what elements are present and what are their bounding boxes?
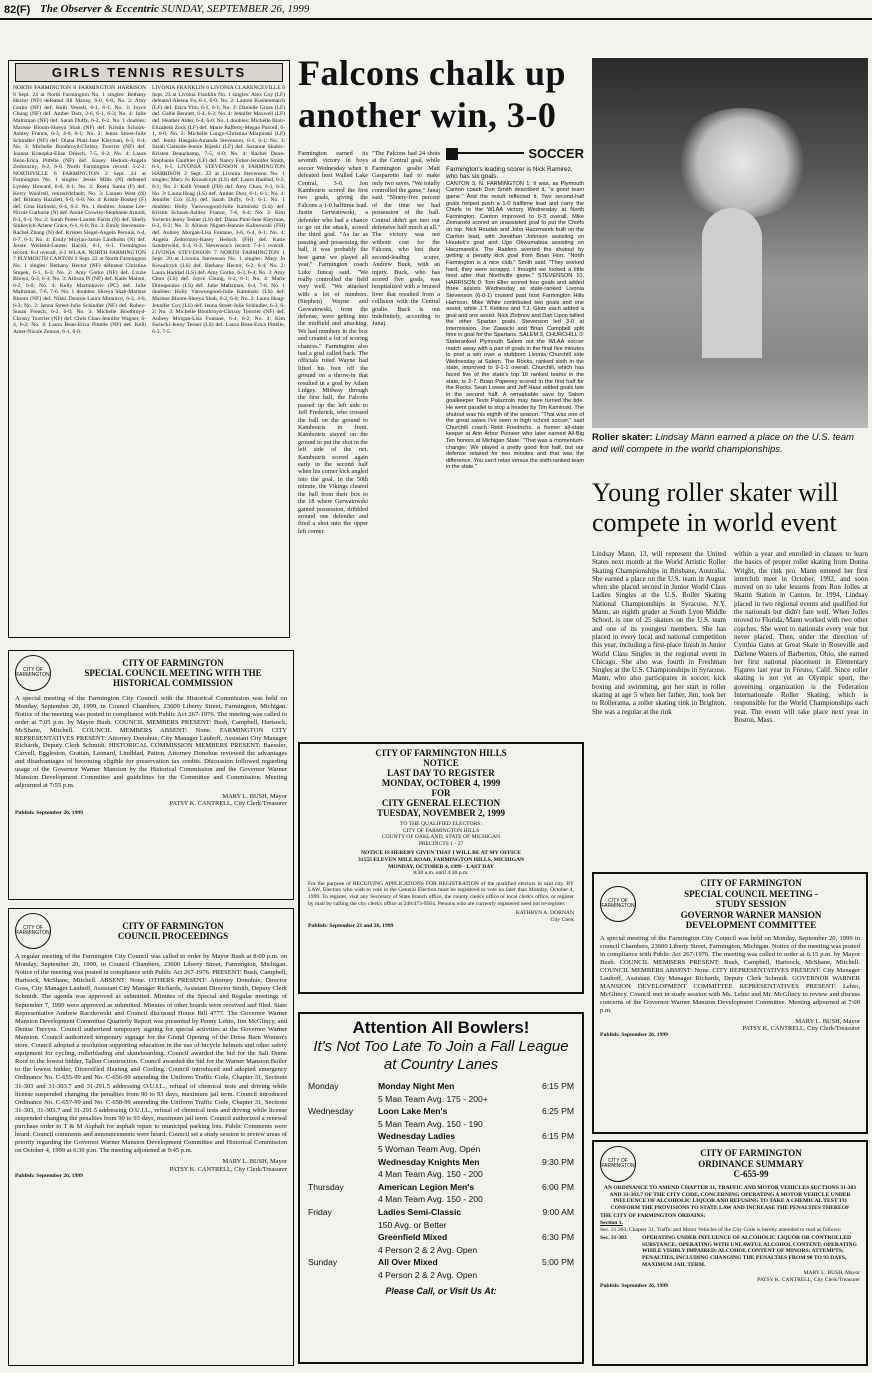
tennis-column-1: NORTH FARMINGTON 8 FARMINGTON HARRISON 0 Sept. 24 at North Farmington No. 1 singles: Bethany Hector (NF) defeated Jill Maxey, 6-0, 6-0; No. 2: Amy Gorko (NF) def. Kelli Vessell, 6-1, 6-1; No. 3: Joyce Chung (NF) def. Amber Dorr, 2-6, 6-1, 6-3; No. 4: Julie Maltzman (NF) def. Sarah Duffy, 6-2, 6-2. No. 1 doubles: Marisse Bloom-Shreya Shah (NF) def. Kristin Schook-Ashley France, 6-3, 4-6, 6-1; No. 2: Jenna Street-Julie Schindler (NF) def. Diana Pinti-Jane Kleyman, 6-3, 6-4; No. 3: Michelle Boothroyd-Chrissy Toorrier (NF) def. Joanna Konopka-Elise Drusch, 7-5, 6-2; No. 4: Laura Bean-Erica Pittelle (NF) def. Kasey Hedock-Angela Zedorozny, 6-2, 6-0. North Farmington record: 5-2-2. NORTHVILLE 6 FARMINGTON 2 Sept. 24 at Farmington No. 1 singles: Jessie Mills (N) defeated Lyndey Howard, 6-0, 6-1; No. 2: Reeni Suma (F) def. Kerry Woolrell, retired/default; No. 3: Lauren West (N) def. Brittany Hazzlett, 6-0, 6-0; No. 4: Kristie Boskey (F) def. Gina Halinski, 6-4, 6-2. No. 1 doubles: Joanne Lee-Nicole Guthorie (N) def. Annie Crowley-Stephanie Arnold, 6-3, 6-4; No. 2: Sarah Potter-Lauren Farris (N) def. Shelly Sinkevich-Arlene Grace, 6-1, 6-0; No. 3: Emily Stevenson-Rachel Zhang (N) def. Kristen Siegel-Angela Peronis, 6-4, 6-7, 6-3; No. 4: Emily Moylan-Jamie Lindholm (N) def. Jessie Weiland-Lauren Racoli, 6-1, 6-1. Farmington record: 6-4 overall, 4-3 WLAA. NORTH FARMINGTON 7 PLYMOUTH CANTON 3 Sept. 22 at North Farmington No. 1 singles: Bethany Hector (NF) defeated Christina Stupek, 6-1, 6-3; No. 2: Amy Gorko (NF) def. Lizzie Brown, 6-3, 6-3; No. 3: Allison Pi (NF) def. Katie Maloni, 6-2, 6-0; No. 4: Kelly Martinkovic (PC) def. Julie Maltzman, 7-6, 7-6. No. 1 doubles: Shreya Shah-Marisse Bloom (NF) def. Nikki Donton-Laura Mimnico, 6-3, 4-6, 6-3; No. 2: Jenna Street-Julie Schindler (NF) def. Robey-Susan French, 6-2, 6-0; No. 3: Michelle Boothroyd-Chrissy Toorrier (NF) def. Chris Chan-Jennifer Wagner, 6-4, 6-2; No. 4: Laura Bean-Erica Pittelle (NF) def. Kelli Amet-Nicole Zemon, 6-1, 6-0. <box>13 85 146 335</box>
bowling-day <box>308 1093 378 1106</box>
bowling-time: 9:30 PM <box>541 1156 574 1167</box>
city-seal-icon: CITY OF FARMINGTON <box>600 886 636 922</box>
bowling-title-1: It's Not Too Late To Join a Fall League <box>313 1038 569 1055</box>
signature-clerk: PATSY K. CANTRELL, City Clerk/Treasurer <box>757 1276 860 1283</box>
bowling-row <box>308 1080 574 1093</box>
tennis-column-2: LIVONIA FRANKLIN 6 LIVONIA CLARENCEVILLE 0 Sept. 23 at Livonia Franklin No. 1 singles: Alex Coy (LF) defeated Aleena Fa, 6-1, 6-0; No. 2: Lauren Kushenmaich (LF) def. Erica Yim, 6-1, 6-1; No. 3: Danielle Gross (LF) def. Gabie Bennett, 6-4, 6-2; No. 4: Jennifer Maxwell (LF) def. Heather Alder, 6-4, 6-0. No. 1 doubles: Michelle Blair-Elizabeth Zock (LF) def. Marie Rafferty-Megan Purcell, 6-1, 6-0; No. 2: Michelle Lungu-Christina Marpinski (LF) def. Jenny Hasgala-Amanda Stevenson, 6-1, 6-1; No. 3: Sarah Gartside-Jennie Rijeski (LF) def. Suzanne Skubic-Kristen Beauchamp, 7-5, 6-0; No. 4: Rachel Dunn-Stephanie Gauthier (LF) def. Nancy Fuher-Jennifer Smith, 6-1, 6-1. LIVONIA STEVENSON 6 FARMINGTON HARRISON 2 Sept. 22 at Livonia Stevenson No. 1 singles: Mary Jo Kowalczyk (LS) def. Laura Haddad, 6-2, 6-1; No. 2: Kelli Vessell (FH) def. Amy Chou, 6-3, 6-3; No. 3: Laura Hoag (LS) def. Amber Dorr, 6-1, 6-1; No. 4: Jennifer Cox (LS) def. Sarah Duffy, 6-3, 6-1. No. 1 doubles: Holly Vanwoogood-Julie Kaminski (LS) def. Kristin Schook-Ashley France, 7-6, 6-4; No. 2: Kim Swiecki-Jenny Tesner (LS) def. Diana Pinti-Jane Kleyman, 6-3, 6-2; No. 3: Allison Nigam-Jeannie Kalinowski (FH) def. Aubrey Morgan-Lisa Fontane, 3-6, 6-4, 6-1; No. 4: Angela Zedorozny-Kasey Hedock (FH) def. Katie Sanderwald, 6-4, 6-3. Stevenson's record: 7-4-1 overall. LIVONIA STEVENSON 7 NORTH FARMINGTON 1 Sept. 20 at Livonia Stevenson No. 1 singles: Mary Jo Kowalczyk (LS) def. Bethany Hector, 6-2, 6-4; No. 2: Laura Haddad (LS) def. Amy Gorko, 6-3, 6-4; No. 3: Amy Chou (LS) def. Joyce Chung, 6-2, 6-1; No. 4: Marie Dimopoulos (LS) def. Julie Maltzman, 6-4, 7-6. No. 1 doubles: Holly Vanwoogood-Julie Kaminski (LS) def. Marisse Bloom-Shreya Shah, 6-2, 6-0; No. 2: Laura Hoag-Jennifer Cox (LS) def. Jenna Street-Julie Schindler, 6-3, 6-2; No. 3: Michelle Boothroyd-Chrissy Toorrier (NF) def. Aubrey Morgan-Lisa Fontane, 6-4, 6-2; No. 4: Kim Swiecki-Jenny Tesner (LS) def. Laura Bean-Erica Pittelle, 6-3, 7-5. <box>152 85 285 335</box>
ordinance-section: Section 1. <box>600 1219 623 1226</box>
bowling-league-list <box>308 1080 574 1282</box>
bowling-row <box>308 1130 574 1143</box>
bowling-time: 6:15 PM <box>541 1131 574 1142</box>
bowling-day <box>308 1219 378 1232</box>
bowling-title-2: at Country Lanes <box>383 1056 499 1073</box>
signature-clerk: PATSY K. CANTRELL, City Clerk/Treasurer <box>169 1165 287 1173</box>
bowling-day: Monday <box>308 1081 339 1091</box>
notice-title-2: STUDY SESSION <box>715 899 787 909</box>
ordinance-section-number: Sec. 31-303 <box>600 1235 627 1242</box>
hills-head-2: NOTICE <box>423 758 459 768</box>
page-number: 82(F) <box>4 4 31 16</box>
soccer-header <box>446 146 584 162</box>
bowling-league: Ladies Semi-Classic <box>378 1206 462 1217</box>
bowling-league: Wednesday Ladies <box>378 1131 456 1142</box>
bowling-row <box>308 1206 574 1219</box>
bowling-day <box>308 1193 378 1206</box>
notice-body: A regular meeting of the Farmington City Council was called to order by Mayor Bush at 8:00 p.m. on Monday, September 20, 1999, in Council Chambers, 23600 Liberty Street, Farmington, Michigan. Notice of the meeting was posted in compliance with Public Act 267-1976. PRESENT: Bush, Campbell, Hartsock, McShane, Mitchell. ABSENT: None. OTHERS PRESENT: Attorney Donohue, Director Goss, City Manager Lauhoff, Assistant City Manager Richards, Assistant Director Smith, Deputy Clerk Schmidt. The agenda was approved as submitted. Minutes of the Special and Regular meetings of September 7, 1999 were approved as submitted. Minutes of other boards were received and filed. State Representative Andrew Raczkowski and Council discussed House Bill 4777. The Governor Warner Mansion Development Committee Quarterly Report was presented by Penny Lehto, Jim McGlincy, and Denise Trevyse. Council authorized temporary signing for special activities at the Governor Warner Mansion. Council authorized temporary signage for the Grand Opening of the Dress Barn Women's store. Council adopted a resolution supporting education in the use of bicycle helmets and other safety equipment for cycling, rollerblading and skateboarding. Council awarded the bid for the Sali Dome Roof to the lowest bidder, Tallon Construction. Council awarded the bid for the Warner Mansion Boiler to the lowest bidder, Diversified Heating and Cooling. Council introduced and adopted emergency Ordinance No. C-655-99 and No. C-656-99 amending the Uniform Traffic Code, Chapter 31, Sections 31-303 and 31-303.7 and 31-291.5 addressing O.U.I.L., refusal of chemical tests and driving while license suspended changing the penalties from 90 to 93 days, maximum jail term. Council introduced Ordinance No. C-657-99 and No. C-658-99 amending the Uniform Traffic Code, Chapter 31, Sections 31-303, 31-303.7 and 31-291.5 addressing O.U.I.L., refusal of chemical tests and driving while license suspended changing the penalties from 90 to 93 days, maximum jail term. Council authorized a renewal purchase order to T & M Asphalt for asphalt repair to municipal parking lots. Public Comments were heard. Council comments and announcements were heard. Council set a study session to review areas of priority regarding the Governor Warner Mansion Development Committee and Historical Commission on October 4, 1999 at 6:30 p.m. The meeting adjourned at 9:45 p.m. <box>15 953 287 1155</box>
bowling-row <box>308 1118 574 1131</box>
bowling-row <box>308 1244 574 1257</box>
bowling-row <box>308 1193 574 1206</box>
hills-sub-2: CITY OF FARMINGTON HILLS <box>402 827 480 834</box>
bowling-league: All Over Mixed <box>378 1257 438 1268</box>
notice-study-session <box>592 872 868 1134</box>
bowling-day <box>308 1168 378 1181</box>
bowling-league: 4 Man Team Avg. 150 - 200 <box>378 1169 483 1180</box>
bowling-time <box>512 1219 574 1232</box>
bowling-row <box>308 1143 574 1156</box>
caption-label: Roller skater: <box>592 432 653 443</box>
soccer-briefs: CANTON 3, N. FARMINGTON 1: It was, as Plymouth Canton coach Don Smith described it, "a good team game." And the result reflected it. Two second-half goals helped push a 1-0 halftime lead and carry the Chiefs to the WLAA victory Wednesday at North Farmington. Canton improved to 6-3 overall. Mike Zemanski scored an unassisted goal to put the Chiefs on top. Nick Houdek and John Haczmarek built on the Canton lead, with Jonathan Johnson assisting on Houdek's goal and Ugo Okwumabua assisting on Haczmarek's. The Raiders averted the shutout by getting a penalty kick goal from Brian Horr. "North Farmington is a nice club," Smith said. "They worked hard; they were scrappy. I thought we looked a little tired after that Northville game." STEVENSON 10, HARRISON 0: Tom Eller scored four goals and added three assists Wednesday as state-ranked Livonia Stevenson (6-0-1) cruised past host Farmington Hills Harrison. Mike White contributed two goals and one assist, while J.T. Ketikos and T.J. Glotz each added a goal and one assist. Nick Zlobnov and Dan Lipon tallied the other Spartan goals. Stevenson led 3-0 at intermission. Joe Zawacki and Brian Campbell split time in goal for the Spartans. SALEM 3, CHURCHILL 0: Stateranked Plymouth Salem out the WLAA soccer match away with a pair of goals in the final five minutes to post a win over a stubborn Livonia Churchill side Wednesday at Salem. The Rocks, ranked sixth in the state, improved to 9-1-1 overall. Churchill, which has faced five of the state's top 10 ranked teams in the state, is 2-7. Brian Popeney scored in the first half for the Rocks. Sean Lowee and Jeff Hasz added goals late in the second half. A remarkable save by Salem goalkeeper Tevis Palazzolo may have turned the tide. He went parallel to stop a header by Tim Kaminski. The shutout was his eighth of the season. "That was one of the great saves I've seen in high school soccer," said Churchill coach Reid Friedrichs, a former all-state keeper at Ann Arbor Pioneer who later earned All-Big Ten honors at Michigan State. "That was a momentum-changer. We played a pretty good first half, but our defense relaxed for two minutes and that was the difference. You can't relax versus the sixth-ranked team in the state." <box>446 180 584 471</box>
bowling-time <box>512 1093 574 1106</box>
publish-date: Publish: September 26, 1999 <box>15 809 83 816</box>
publish-date: Publish: September 26, 1999 <box>600 1283 668 1290</box>
bowling-row <box>308 1181 574 1194</box>
city-seal-icon: CITY OF FARMINGTON <box>15 655 51 691</box>
bowling-league: 5 Man Team Avg. 150 - 190 <box>378 1118 483 1129</box>
bowling-row <box>308 1256 574 1269</box>
soccer-column <box>446 166 584 738</box>
issue-date: SUNDAY, SEPTEMBER 26, 1999 <box>161 3 310 15</box>
bowling-ad <box>298 1012 584 1364</box>
bowling-time <box>512 1269 574 1282</box>
bowling-time <box>512 1143 574 1156</box>
notice-historical-commission <box>8 650 294 900</box>
bowling-time: 6:00 PM <box>541 1181 574 1192</box>
notice-title: COUNCIL PROCEEDINGS <box>117 931 229 941</box>
ordinance-section-body: OPERATING UNDER INFLUENCE OF ALCOHOLIC LIQUOR OR CONTROLLED SUBSTANCE; OPERATING WITH UNLAWFUL ALCOHOL CONTENT; OPERATING WHILE VISIBLY IMPAIRED; ALCOHOL CONTENT OF MINORS; ATTEMPTS; PENALTIES, INCLUDING CHANGING THE PENALTIES FROM 90 TO 93 DAYS, MAXIMUM JAIL TERM. <box>642 1235 857 1268</box>
caption-text: Lindsay Mann earned a place on the U.S. team and will compete in the world championships. <box>592 432 854 455</box>
hills-notice: NOTICE IS HEREBY GIVEN THAT I WILL BE AT MY OFFICE <box>361 850 521 857</box>
notice-title: SPECIAL COUNCIL MEETING WITH THE HISTORICAL COMMISSION <box>84 667 262 688</box>
hills-head-1: CITY OF FARMINGTON HILLS <box>375 748 507 758</box>
bowling-league: 4 Man Team Avg. 150 - 200 <box>378 1194 483 1205</box>
hills-signature-title: City Clerk <box>550 916 574 923</box>
ordinance-body: AN ORDINANCE TO AMEND CHAPTER 31, TRAFFIC AND MOTOR VEHICLES SECTIONS 31-303 AND 31-303.7 OF THE CITY CODE, CONCERNING OPERATING A MOTOR VEHICLE UNDER INFLUENCE OF ALCOHOLIC LIQUOR AND REFUSING TO TAKE A CHEMICAL TEST TO CONFORM THE PROVISIONS TO STATE LAW AND INCREASE THE PENALTIES THEREOF <box>603 1185 857 1211</box>
bowling-day <box>308 1244 378 1257</box>
bowling-time: 6:15 PM <box>541 1081 574 1091</box>
hills-hours: 8:30 a.m. until 4:30 p.m. <box>413 870 469 877</box>
bowling-day: Wednesday <box>308 1106 354 1117</box>
hills-body: For the purpose of RECEIVING APPLICATIONS FOR REGISTRATION of the qualified electors in said city. BY LAW, Electors who wish to vote in the General Election must be registered to vote no later than Monday, October 4, 1999. To register, visit any Secretary of State branch office, the county clerk's office or local clerk's office, or register by mail by calling the city clerk's office at 248/473-9564. Persons who are currently registered need not re-register. <box>308 880 574 907</box>
notice-body: A special meeting of the Farmington City Council was held on Monday, September 20, 1999 in council Chambers, 23600 Liberty Street, Farmington, Michigan. Notice of the meeting was posted in compliance with Public Act 267-1976. The meeting was called to order at 6:15 p.m. by Mayor Bush. COUNCIL MEMBERS PRESENT: Bush, Campbell, Hartsock, McShane, Mitchell. COUNCIL MEMBERS ABSENT: None. CITY REPRESENTATIVES PRESENT: City Manager Lauhoff, Assistant City Manager Richards, Deputy Clerk Schmidt. GOVERNOR WARNER MANSION DEVELOPMENT COMMITTEE REPRESENTATIVES PRESENT: Lehto, McGlincy. Council met in study session with Ms. Lehto and Mr. McGlincy to review and discuss concerns of the Governor Warner Mansion Development Committee. Meeting adjourned at 7:00 p.m. <box>600 934 860 1014</box>
hills-head-6: CITY GENERAL ELECTION <box>381 798 501 808</box>
bowling-league: Loon Lake Men's <box>378 1106 448 1117</box>
notice-title-1: SPECIAL COUNCIL MEETING - <box>684 888 818 899</box>
notice-org: CITY OF FARMINGTON <box>122 921 224 931</box>
ordinance-section-text: Sec. 31.303, Chapter 31, Traffic and Motor Vehicles of the City Code is hereby amended to read as follows: <box>600 1226 842 1233</box>
soccer-label: SOCCER <box>524 146 584 161</box>
bowling-row <box>308 1219 574 1232</box>
falcons-headline: Falcons chalk up another win, 3-0 <box>298 53 567 135</box>
bowling-league: Monday Night Men <box>378 1081 455 1091</box>
notice-council-proceedings <box>8 908 294 1366</box>
notice-title-2: C-655-99 <box>733 1169 769 1180</box>
bowling-league: 5 Man Team Avg. 175 - 200+ <box>378 1093 488 1104</box>
hills-head-3: LAST DAY TO REGISTER <box>387 768 495 778</box>
hills-sub-3: COUNTY OF OAKLAND, STATE OF MICHIGAN <box>381 834 501 841</box>
notice-farmington-hills <box>298 742 584 994</box>
bowling-league: Wednesday Knights Men <box>378 1156 480 1167</box>
publish-date: Publish: September 26, 1999 <box>600 1032 668 1039</box>
signature-mayor: MARY L. BUSH, Mayor <box>222 1158 287 1166</box>
falcons-column-1: Farmington earned its seventh victory in boys soccer Wednesday when it defeated host Walled Lake Central, 3-0. Jon Kambouris scored the first two goals, giving the Falcons a 1-0 halftime lead. Justin Gerwatowski, a defender who had a chance to go on the attack, scored the third goal. "As far as passing and possessing the ball, it was probably the best game we played all year," Farmington coach Luke Juncaj said. "We really controlled the field very well. "We attacked with a lot of numbers. (Stephen) Wayne and Gerwatowski, from the defense, were getting into the midfield and attacking. We had numbers in the box and created a lot of scoring chances." Farmington also had a goal called back. The officials ruled Wayne had lifted his foot off the ground on a throw-in that resulted in a goal by Adam Lidgey. Midway through the first half, the Falcons passed up the left side to Jeff Frederick, who crossed the ball on the ground to Kambouris in front. Kambouris stayed on the ground to put the shot in the left side of the net. Kambouris scored again early in the second half when his corner kick angled into the goal. In the 50th minute, the Vikings cleared the ball from their box to the 18 where Gerwatowski gained possession, dribbled around one defender and fired a shot into the upper left corner. <box>298 150 368 535</box>
roller-column-2: within a year and enrolled in classes to learn the basics of proper roller skating from Donna Wright, the rink pro. Mann entered her first interclub meet in October, 1992, and soon moved on to take lessons from Ron Jolles at Skatin Station in Canton. In 1994, Lindsay placed in two regional events and qualified for the nationals but didn't fare well. When Jolles moved to Florida, Mann worked with two other coaches. She went to nationals every year but never placed. Then, under the direction of Cynthia Gates at Great Skate in Roseville and Darlene Waters of Barberton, Ohio, she earned her first national placement in Elementary Figures last year in Fresno, Calif. Since roller skating is not yet an Olympic sport, the governing organization is the Federation Internationale Roller Skating, which is responsible for the World Championships each year. The event will take place next year in Boston, Mass. <box>734 550 868 724</box>
publish-date: Publish: September 26, 1999 <box>15 1173 83 1180</box>
bowling-time <box>512 1168 574 1181</box>
signature-mayor: MARY L. BUSH, Mayor <box>803 1270 860 1277</box>
tennis-title: GIRLS TENNIS RESULTS <box>15 63 283 82</box>
paper-name: The Observer & Eccentric <box>40 3 159 15</box>
bowling-time: 9:00 AM <box>542 1206 574 1217</box>
signature-clerk: PATSY K. CANTRELL, City Clerk/Treasurer <box>169 800 287 808</box>
city-seal-icon: CITY OF FARMINGTON <box>15 913 51 949</box>
bowling-row <box>308 1168 574 1181</box>
notice-org: CITY OF FARMINGTON <box>122 657 224 668</box>
roller-skater-photo <box>592 58 868 428</box>
bowling-time: 6:30 PM <box>541 1232 574 1243</box>
bowling-time <box>512 1118 574 1131</box>
bowling-day <box>308 1143 378 1156</box>
notice-org: CITY OF FARMINGTON <box>700 878 802 888</box>
bowling-row <box>308 1156 574 1169</box>
bowling-league: American Legion Men's <box>378 1181 475 1192</box>
hills-signature: KATHRYN A. DORNAN <box>515 910 574 917</box>
bowling-day <box>308 1118 378 1131</box>
falcons-column-2: "The Falcons had 24 shots at the Central goal, while Farmington goalie Matt Gasparotto had to make only two saves. "We totally controlled the game," Junaj said. "Ninety-five percent of the time we had possession of the ball. Central didn't get into our defensive half much at all." The victory was not without cost for the Falcons, who lost their second-leading scorer, Andrew Buck, with an injury. Buck, who has scored five goals, was hospitalized with a bruised liver that resulted from a collision with the Central goalie. Buck is out indefinitely, according to Junaj. <box>372 150 440 328</box>
notice-ordinance-summary <box>592 1140 868 1366</box>
bowling-league: 5 Woman Team Avg. Open <box>378 1143 481 1154</box>
publish-date: Publish: September 23 and 26, 1999 <box>308 923 394 930</box>
bowling-day <box>308 1269 378 1282</box>
bowling-attention: Attention All Bowlers! <box>352 1018 530 1037</box>
hills-head-4: MONDAY, OCTOBER 4, 1999 <box>381 778 501 788</box>
signature-mayor: MARY L. BUSH, Mayor <box>795 1017 860 1025</box>
city-seal-icon: CITY OF FARMINGTON <box>600 1146 636 1182</box>
soccer-lead: Farmington's leading scorer is Nick Ramirez, who has six goals. <box>446 166 573 181</box>
roller-column-1: Lindsay Mann, 13, will represent the United States next month at the World Artistic Roller Skating Championships in Brisbane, Australia. She earned a place on the U.S. team in August when she placed second in Junior World Class Ladies Singles at the U.S. Roller Skating National Championships in Syracuse, N.Y. Mann, an eighth grader at South Lyon Middle School, is one of 25 skaters on the U.S. team and one of its youngest members. She has placed in every local and national competition this year, including a first-place finish in Junior World Class Singles in the regional event in Chicago. She also was fourth in Freshman Singles at the U.S. Championships in Syracuse. Mann, who also participates in soccer, kick boxing and swimming, got her start in roller skating at age 5 when her father, Jim, took her to Rollerama, a roller skating rink in Brighton. She was a regular at the rink <box>592 550 726 716</box>
bowling-league: 4 Person 2 & 2 Avg. Open <box>378 1244 478 1255</box>
bowling-row <box>308 1231 574 1244</box>
hills-address: 31555 ELEVEN MILE ROAD, FARMINGTON HILLS, MICHIGAN <box>357 856 525 863</box>
bowling-league: 4 Person 2 & 2 Avg. Open <box>378 1269 478 1280</box>
hills-lastday: MONDAY, OCTOBER 4, 1999 - LAST DAY <box>388 863 494 870</box>
bowling-time <box>512 1193 574 1206</box>
notice-org: CITY OF FARMINGTON <box>700 1148 802 1159</box>
bowling-day: Friday <box>308 1206 332 1217</box>
notice-title-3: GOVERNOR WARNER MANSION <box>680 909 822 920</box>
bowling-day <box>308 1130 378 1143</box>
hills-sub-4: PRECINCTS 1 - 27 <box>418 840 464 847</box>
bowling-day: Sunday <box>308 1257 338 1268</box>
masthead-rule <box>0 18 872 20</box>
hills-sub-1: TO THE QUALIFIED ELECTORS: <box>400 821 482 827</box>
photo-caption <box>592 432 868 456</box>
masthead-line <box>40 3 309 15</box>
bowling-row <box>308 1105 574 1118</box>
bowling-time: 5:00 PM <box>541 1257 574 1268</box>
bowling-day <box>308 1231 378 1244</box>
ordinance-ordains: THE CITY OF FARMINGTON ORDAINS: <box>600 1213 706 1220</box>
bowling-row <box>308 1269 574 1282</box>
notice-title-1: ORDINANCE SUMMARY <box>698 1158 804 1169</box>
bowling-time <box>512 1244 574 1257</box>
bowling-league: Greenfield Mixed <box>378 1232 448 1243</box>
signature-clerk: PATSY K. CANTRELL, City Clerk/Treasurer <box>742 1024 860 1032</box>
notice-title-4: DEVELOPMENT COMMITTEE <box>685 920 817 930</box>
bowling-day <box>308 1156 378 1169</box>
tennis-results-box <box>8 60 290 638</box>
hills-head-7: TUESDAY, NOVEMBER 2, 1999 <box>376 808 506 818</box>
bowling-day: Thursday <box>308 1181 344 1192</box>
bowling-footer: Please Call, or Visit Us At: <box>385 1285 497 1296</box>
bowling-row <box>308 1093 574 1106</box>
roller-headline: Young roller skater will compete in world event <box>592 478 839 537</box>
bowling-time: 6:25 PM <box>541 1106 574 1117</box>
bowling-league: 150 Avg. or Better <box>378 1219 447 1230</box>
signature-mayor: MARY L. BUSH, Mayor <box>222 792 287 800</box>
notice-body: A special meeting of the Farmington City Council with the Historical Commission was held on Monday, September 20, 1999, in Council Chambers, 23600 Liberty Street, Farmington, Michigan. Notice of the meeting was posted in compliance with Public Act 267-1976. The meeting was called to order at 7:05 p.m. by Mayor Bush. COUNCIL MEMBERS PRESENT: Bush, Campbell, Hartsock, McShane, Mitchell. COUNCIL MEMBERS ABSENT: None. FARMINGTON CITY REPRESENTATIVES PRESENT: Attorney Donohue, City Manager Lauhoff, Assistant City Manager Richards, Deputy Clerk Schmidt. HISTORICAL COMMISSION MEMBERS PRESENT: Baessler, Carvell, Eggleston, Grattan, Leonard, Lindblad, Patton. Attorney Donohue reviewed the advantages and disadvantages of becoming eligible for preservation tax credits. Discussion followed regarding usage of the Governor Warner Mansion by the Historical Commission and the Governor Warner Mansion Development Committee and guidelines for the Committee and Commission. Meeting adjourned at 7:55 p.m. <box>15 695 287 789</box>
hills-head-5: FOR <box>431 788 451 798</box>
